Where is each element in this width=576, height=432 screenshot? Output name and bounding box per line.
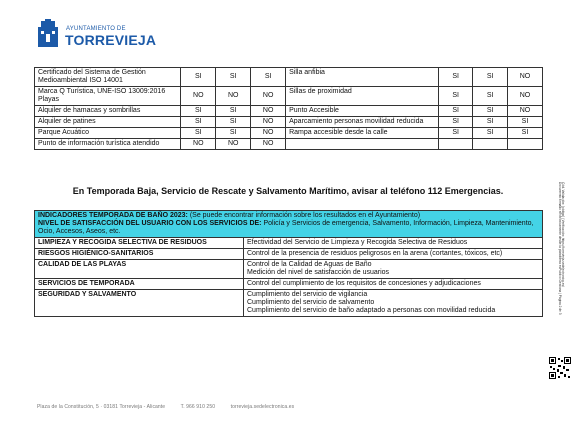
indicator-description-line: Control de la Calidad de Aguas de Baño bbox=[247, 261, 372, 268]
service-value: SI bbox=[507, 128, 542, 139]
footer-address: Plaza de la Constitución, 5 · 03181 Torrevieja - Alicante bbox=[37, 404, 166, 410]
emergency-notice: En Temporada Baja, Servicio de Rescate y Salvamento Marítimo, avisar al teléfono 112 Emergencias. bbox=[72, 186, 504, 196]
footer-phone: T. 966 910 250 bbox=[180, 404, 216, 410]
service-value: SI bbox=[181, 106, 216, 117]
table-row bbox=[35, 106, 543, 117]
indicator-name: SEGURIDAD Y SALVAMENTO bbox=[35, 290, 244, 317]
service-value: NO bbox=[181, 87, 216, 106]
satisfaction-label: NIVEL DE SATISFACCIÓN DEL USUARIO CON LOS SERVICIOS DE: bbox=[38, 220, 262, 227]
indicators-note: (Se puede encontrar información sobre los resultados en el Ayuntamiento) bbox=[187, 212, 421, 219]
indicator-description-line: Cumplimiento del servicio de baño adaptado a personas con movilidad reducida bbox=[247, 307, 496, 314]
service-value: NO bbox=[251, 87, 286, 106]
logo bbox=[37, 19, 157, 49]
service-value: NO bbox=[251, 106, 286, 117]
service-name: Marca Q Turística, UNE-ISO 13009:2016 Playas bbox=[35, 87, 181, 106]
service-value: SI bbox=[473, 106, 508, 117]
indicator-description-line: Control del cumplimiento de los requisitos de concesiones y adjudicaciones bbox=[247, 280, 481, 287]
indicator-name: RIESGOS HIGIÉNICO-SANITARIOS bbox=[35, 249, 244, 260]
service-value: SI bbox=[181, 128, 216, 139]
service-name: Silla anfibia bbox=[286, 68, 439, 87]
service-value: SI bbox=[181, 68, 216, 87]
service-name: Aparcamiento personas movilidad reducida bbox=[286, 117, 439, 128]
service-value: SI bbox=[216, 106, 251, 117]
service-value bbox=[507, 139, 542, 150]
indicator-row bbox=[35, 290, 543, 317]
service-value: SI bbox=[473, 128, 508, 139]
indicator-description bbox=[244, 260, 543, 279]
service-value: NO bbox=[251, 139, 286, 150]
service-value: SI bbox=[473, 68, 508, 87]
service-value: SI bbox=[438, 117, 473, 128]
indicator-description-line: Cumplimiento del servicio de salvamento bbox=[247, 299, 375, 306]
service-value: NO bbox=[507, 68, 542, 87]
footer-web: torrevieja.sedelectronica.es bbox=[230, 404, 295, 410]
indicator-description-line: Cumplimiento del servicio de vigilancia bbox=[247, 291, 368, 298]
service-name: Rampa accesible desde la calle bbox=[286, 128, 439, 139]
service-name: Certificado del Sistema de Gestión Medioambiental ISO 14001 bbox=[35, 68, 181, 87]
indicator-description bbox=[244, 279, 543, 290]
indicators-header bbox=[35, 211, 543, 238]
table-row bbox=[35, 117, 543, 128]
indicators-table bbox=[34, 210, 543, 317]
indicator-row bbox=[35, 260, 543, 279]
indicator-description bbox=[244, 249, 543, 260]
service-value bbox=[473, 139, 508, 150]
satisfaction-text: Policía y Servicios de emergencia, Salvamento, Información, Limpieza, Mantenimiento, Ocio, Accesos, Aseos, etc. bbox=[38, 220, 534, 235]
service-value: NO bbox=[251, 128, 286, 139]
qr-code-icon bbox=[549, 357, 571, 379]
indicator-row bbox=[35, 279, 543, 290]
side-validation-line1: Cód. Validación: [código] | Verificación: https://torrevieja.sedelectronica.es/ bbox=[561, 182, 565, 287]
service-value: SI bbox=[473, 87, 508, 106]
service-value: SI bbox=[216, 128, 251, 139]
service-value: SI bbox=[473, 117, 508, 128]
indicator-description bbox=[244, 238, 543, 249]
service-name: Punto de información turística atendido bbox=[35, 139, 181, 150]
logo-title: TORREVIEJA bbox=[65, 32, 157, 48]
service-value: SI bbox=[438, 87, 473, 106]
indicator-row bbox=[35, 238, 543, 249]
table-row bbox=[35, 139, 543, 150]
indicators-title: INDICADORES TEMPORADA DE BAÑO 2023: bbox=[38, 212, 188, 219]
indicator-description-line: Efectividad del Servicio de Limpieza y Recogida Selectiva de Residuos bbox=[247, 239, 468, 246]
service-name: Alquiler de hamacas y sombrillas bbox=[35, 106, 181, 117]
service-value bbox=[438, 139, 473, 150]
table-row bbox=[35, 87, 543, 106]
indicator-name: LIMPIEZA Y RECOGIDA SELECTIVA DE RESIDUOS bbox=[35, 238, 244, 249]
tower-icon bbox=[37, 19, 59, 47]
side-validation-line2: Documento firmado electrónicamente desde la plataforma esPublico Gestiona | Página 2 de 3 bbox=[557, 182, 562, 315]
service-name: Punto Accesible bbox=[286, 106, 439, 117]
table-row bbox=[35, 128, 543, 139]
footer bbox=[37, 404, 308, 410]
service-value: SI bbox=[216, 68, 251, 87]
service-value: SI bbox=[181, 117, 216, 128]
service-value: NO bbox=[507, 87, 542, 106]
service-name: Parque Acuático bbox=[35, 128, 181, 139]
indicator-description-line: Medición del nivel de satisfacción de usuarios bbox=[247, 269, 390, 276]
service-name: Alquiler de patines bbox=[35, 117, 181, 128]
indicator-description bbox=[244, 290, 543, 317]
services-table bbox=[34, 67, 543, 150]
service-value: NO bbox=[216, 139, 251, 150]
logo-subtitle: AYUNTAMIENTO DE bbox=[66, 26, 126, 32]
service-value: NO bbox=[181, 139, 216, 150]
service-value: NO bbox=[216, 87, 251, 106]
indicator-name: SERVICIOS DE TEMPORADA bbox=[35, 279, 244, 290]
service-value: SI bbox=[251, 68, 286, 87]
service-value: SI bbox=[216, 117, 251, 128]
side-validation bbox=[554, 182, 564, 332]
service-name: Sillas de proximidad bbox=[286, 87, 439, 106]
service-value: SI bbox=[438, 128, 473, 139]
service-name bbox=[286, 139, 439, 150]
service-value: SI bbox=[438, 106, 473, 117]
table-row bbox=[35, 68, 543, 87]
indicator-name: CALIDAD DE LAS PLAYAS bbox=[35, 260, 244, 279]
indicator-description-line: Control de la presencia de residuos peligrosos en la arena (cortantes, tóxicos, etc) bbox=[247, 250, 503, 257]
indicator-row bbox=[35, 249, 543, 260]
service-value: SI bbox=[507, 117, 542, 128]
service-value: SI bbox=[438, 68, 473, 87]
service-value: NO bbox=[507, 106, 542, 117]
indicators-header-row bbox=[35, 211, 543, 238]
service-value: NO bbox=[251, 117, 286, 128]
